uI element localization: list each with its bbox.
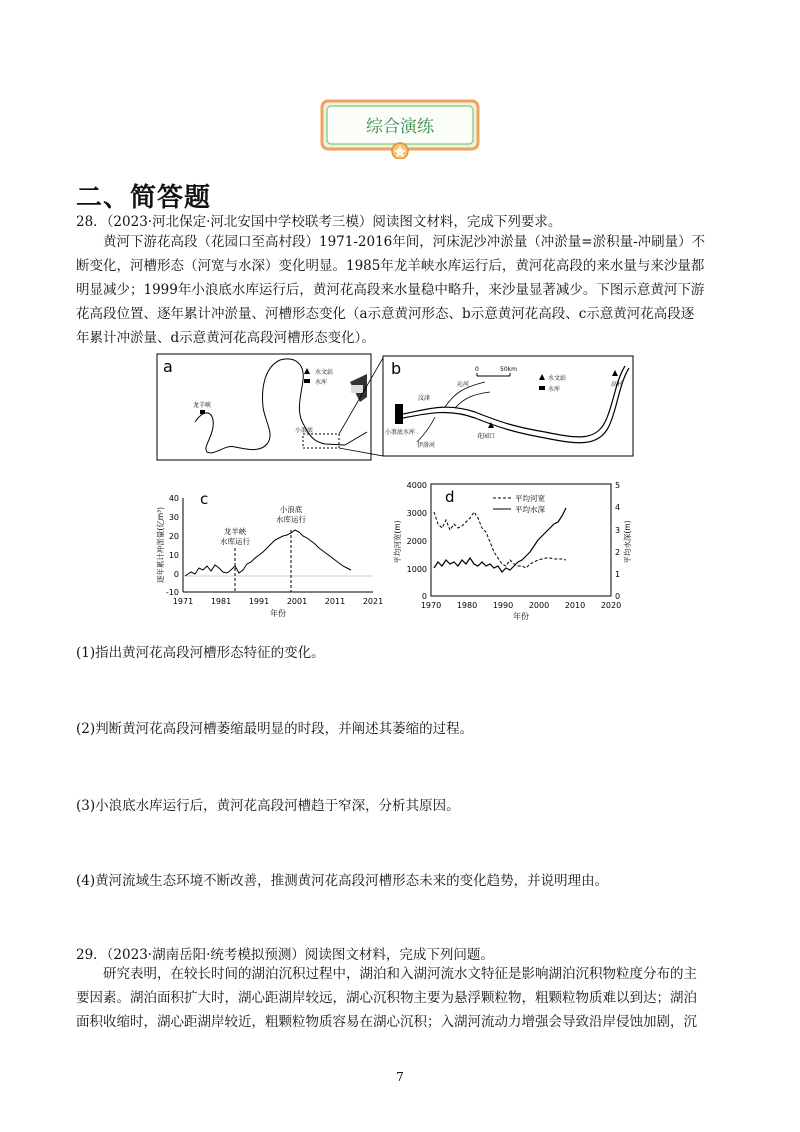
banner-label: 综合演练 bbox=[366, 117, 434, 137]
banner-graphic bbox=[318, 97, 482, 159]
x-tick: 2010 bbox=[564, 601, 586, 610]
map-a-label-xld: 小浪底 bbox=[295, 427, 314, 434]
chart-c-annot1-l1: 龙羊峡 bbox=[223, 527, 247, 536]
chart-d-xticks bbox=[421, 601, 621, 610]
page-number: 7 bbox=[396, 1070, 404, 1084]
y-tick: 0 bbox=[615, 592, 621, 601]
y-tick: 40 bbox=[168, 494, 179, 503]
chart-c-xlabel: 年份 bbox=[270, 609, 286, 618]
chart-d-yticks-left bbox=[407, 481, 427, 601]
y-tick: 2000 bbox=[406, 537, 427, 546]
x-tick: 1970 bbox=[420, 601, 442, 610]
chart-d-ylabel-right: 平均水深(m) bbox=[623, 520, 632, 564]
map-a-legend-station: 水文站 bbox=[315, 369, 334, 376]
chart-c-yticks bbox=[166, 494, 179, 597]
map-b-legend-reservoir: 水库 bbox=[548, 386, 561, 393]
q28-line: 明显减少；1999年小浪底水库运行后，黄河花高段来水量稳中略升，来沙量显著减少。下图示意黄河下游 bbox=[76, 282, 705, 298]
x-tick: 1991 bbox=[248, 597, 270, 606]
x-tick: 1981 bbox=[210, 597, 232, 606]
chart-c-series-line bbox=[185, 530, 351, 576]
y-tick: 2 bbox=[615, 548, 621, 557]
y-tick: 10 bbox=[168, 551, 179, 560]
x-tick: 2020 bbox=[600, 601, 622, 610]
chart-c-annot1-l2: 水库运行 bbox=[220, 537, 250, 546]
x-tick: 1971 bbox=[172, 597, 194, 606]
chart-d-depth-series bbox=[434, 508, 566, 572]
x-tick: 2000 bbox=[528, 601, 550, 610]
x-tick: 2011 bbox=[324, 597, 346, 606]
map-b-label-xld: 小浪底水库 bbox=[385, 429, 416, 436]
x-tick: 2021 bbox=[362, 597, 384, 606]
q28-line: 花高段位置、逐年累计冲淤量、河槽形态变化（a示意黄河形态、b示意黄河花高段、c示意黄河花高段逐 bbox=[76, 306, 695, 322]
y-tick: 30 bbox=[168, 513, 179, 522]
q28-line: 年累计冲淤量、d示意黄河花高段河槽形态变化）。 bbox=[76, 330, 375, 346]
y-tick: -10 bbox=[165, 588, 179, 597]
q28-sub-2: (2)判断黄河花高段河槽萎缩最明显的时段，并阐述其萎缩的过程。 bbox=[76, 721, 474, 737]
q28-paragraph bbox=[76, 230, 736, 350]
chart-d-legend-depth: 平均水深 bbox=[515, 505, 545, 514]
chart-c-annot2-l2: 水库运行 bbox=[276, 515, 306, 524]
chart-d-xlabel: 年份 bbox=[513, 612, 529, 621]
y-tick: 20 bbox=[168, 532, 179, 541]
y-tick: 5 bbox=[615, 481, 621, 490]
map-b-label-ql: 沁河 bbox=[457, 381, 470, 388]
map-a-label-lyx: 龙羊峡 bbox=[193, 402, 212, 409]
chart-d-legend-width: 平均河宽 bbox=[515, 494, 545, 503]
section-banner bbox=[318, 97, 482, 159]
y-tick: 1000 bbox=[406, 565, 427, 574]
map-b-letter: b bbox=[391, 359, 402, 378]
map-b-label-hj: 汶津 bbox=[418, 395, 431, 402]
map-b-label-hyk: 花园口 bbox=[477, 433, 496, 440]
map-b-scale-50: 50km bbox=[500, 366, 517, 373]
chart-d bbox=[392, 481, 632, 621]
section-title: 二、简答题 bbox=[76, 183, 212, 213]
q29-paragraph bbox=[76, 962, 736, 1034]
y-tick: 3000 bbox=[406, 509, 427, 518]
chart-c-xticks bbox=[173, 597, 383, 606]
q28-head: 28．（2023·河北保定·河北安国中学校联考三模）阅读图文材料，完成下列要求。 bbox=[76, 214, 562, 230]
y-tick: 1 bbox=[615, 570, 621, 579]
q28-line: 断变化，河槽形态（河宽与水深）变化明显。1985年龙羊峡水库运行后，黄河花高段的来水量与来沙量都 bbox=[76, 258, 705, 274]
chart-c bbox=[155, 490, 383, 618]
chart-d-width-series bbox=[434, 512, 566, 568]
map-a-letter: a bbox=[163, 357, 173, 376]
figure-svg bbox=[155, 352, 635, 622]
y-tick: 3 bbox=[615, 526, 621, 535]
map-a-legend-reservoir: 水库 bbox=[315, 379, 328, 386]
y-tick: 0 bbox=[421, 592, 427, 601]
q28-sub-1: (1)指出黄河花高段河槽形态特征的变化。 bbox=[76, 645, 325, 661]
y-tick: 4000 bbox=[406, 481, 427, 490]
q29-line: 研究表明，在较长时间的湖泊沉积过程中，湖泊和入湖河流水文特征是影响湖泊沉积物粒度分布的主 bbox=[103, 966, 697, 982]
q28-figure bbox=[155, 352, 635, 622]
y-tick: 0 bbox=[173, 570, 179, 579]
q28-sub-3: (3)小浪底水库运行后，黄河花高段河槽趋于窄深，分析其原因。 bbox=[76, 798, 460, 814]
chart-c-ylabel: 逐年累计冲淤量(亿m³) bbox=[156, 506, 165, 584]
x-tick: 2001 bbox=[286, 597, 308, 606]
chart-c-letter: c bbox=[200, 490, 209, 508]
map-b-legend-station: 水文站 bbox=[548, 375, 567, 382]
map-b-label-hy: 伊洛河 bbox=[417, 442, 436, 449]
map-b-label-gc: 高村 bbox=[611, 381, 624, 388]
x-tick: 1990 bbox=[492, 601, 514, 610]
y-tick: 4 bbox=[615, 503, 621, 512]
q28-line: 黄河下游花高段（花园口至高村段）1971-2016年间，河床泥沙冲淤量（冲淤量=淤积量-冲刷量）不 bbox=[103, 234, 706, 250]
q29-line: 要因素。湖泊面积扩大时，湖心距湖岸较远，湖心沉积物主要为悬浮颗粒物，粗颗粒物质难以到达；湖泊 bbox=[76, 990, 697, 1006]
q29-line: 面积收缩时，湖心距湖岸较近，粗颗粒物质容易在湖心沉积；入湖河流动力增强会导致沿岸侵蚀加剧，沉 bbox=[76, 1014, 697, 1030]
chart-c-annot2-l1: 小浪底 bbox=[279, 505, 303, 514]
map-b bbox=[383, 356, 633, 456]
q29-head: 29．（2023·湖南岳阳·统考模拟预测）阅读图文材料，完成下列问题。 bbox=[76, 947, 494, 963]
map-b-scale-0: 0 bbox=[475, 366, 479, 373]
q28-sub-4: (4)黄河流域生态环境不断改善，推测黄河花高段河槽形态未来的变化趋势，并说明理由。 bbox=[76, 873, 609, 889]
x-tick: 1980 bbox=[456, 601, 478, 610]
map-a bbox=[157, 354, 383, 460]
chart-d-ylabel-left: 平均河宽(m) bbox=[393, 520, 402, 564]
chart-d-letter: d bbox=[445, 488, 455, 506]
chart-d-yticks-right bbox=[615, 481, 620, 601]
